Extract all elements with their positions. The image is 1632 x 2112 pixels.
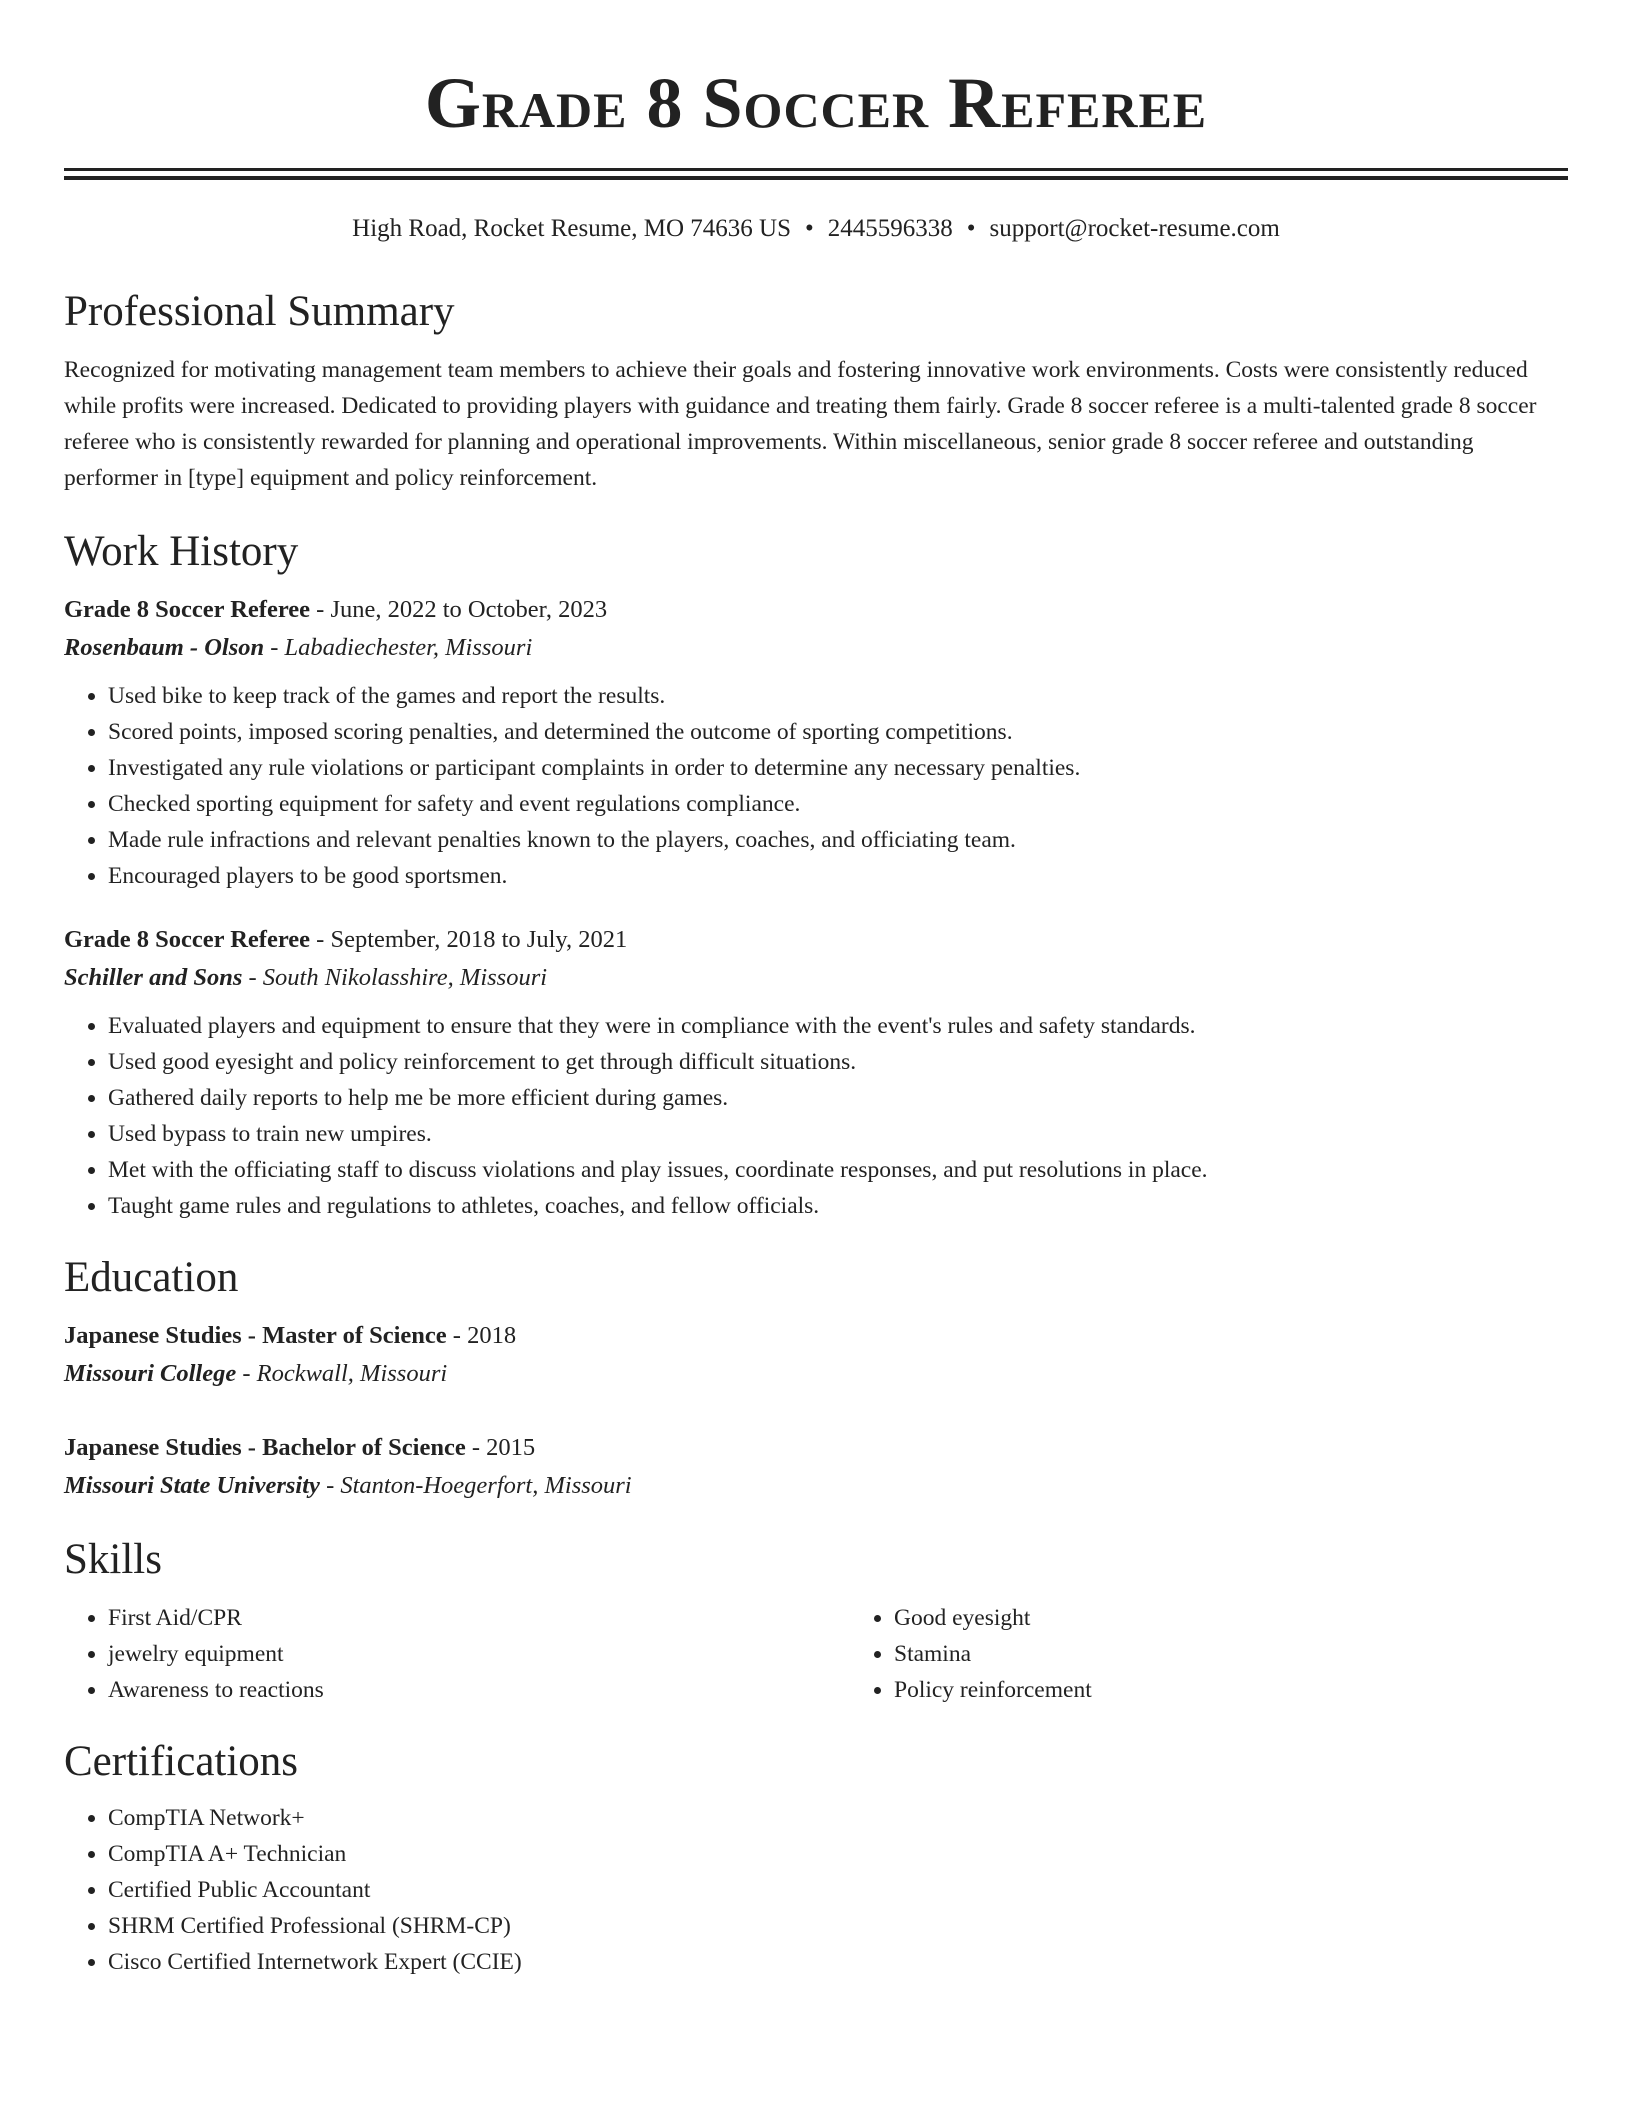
summary-heading: Professional Summary: [64, 288, 455, 335]
job-title: Grade 8 Soccer Referee: [64, 596, 311, 623]
job-entry: [64, 922, 1568, 1224]
job-title: Grade 8 Soccer Referee: [64, 926, 311, 953]
job-employer: [64, 628, 1568, 668]
job-header: [64, 592, 1568, 628]
skills-list-right: [850, 1600, 1092, 1708]
job-dates: - June, 2022 to October, 2023: [310, 596, 608, 623]
education-degree-line: [64, 1318, 1568, 1354]
skills-list-left: [64, 1600, 850, 1708]
contact-separator: •: [805, 215, 814, 242]
certifications-heading: Certifications: [64, 1738, 299, 1785]
education-year: - 2018: [446, 1322, 517, 1349]
job-duty: • Taught game rules and regulations to athletes, coaches, and fellow officials.: [108, 1188, 1568, 1224]
job-company: Schiller and Sons: [64, 964, 243, 991]
job-location: - Labadiechester, Missouri: [264, 634, 533, 661]
certification-item: • CompTIA A+ Technician: [108, 1836, 1568, 1872]
contact-phone: 2445596338: [827, 215, 953, 242]
job-company: Rosenbaum - Olson: [64, 634, 265, 661]
skill-item: • jewelry equipment: [108, 1636, 850, 1672]
certification-item: • Certified Public Accountant: [108, 1872, 1568, 1908]
job-duty: • Encouraged players to be good sportsmen.: [108, 858, 1568, 894]
header-divider-top: [64, 168, 1568, 171]
education-location: - Stanton-Hoegerfort, Missouri: [319, 1472, 632, 1499]
education-entry: [64, 1430, 1568, 1506]
education-heading: Education: [64, 1254, 239, 1301]
job-duty: • Investigated any rule violations or participant complaints in order to determine any necessary penalties.: [108, 750, 1568, 786]
job-location: - South Nikolasshire, Missouri: [242, 964, 548, 991]
resume-name: Grade 8 Soccer Referee: [424, 63, 1208, 143]
job-duty: • Used good eyesight and policy reinforcement to get through difficult situations.: [108, 1044, 1568, 1080]
skill-item: • Stamina: [894, 1636, 1092, 1672]
job-duty: • Evaluated players and equipment to ensure that they were in compliance with the event's rules and safety standards.: [108, 1008, 1568, 1044]
job-duties-list: [64, 1008, 1568, 1224]
job-entry: [64, 592, 1568, 894]
job-duty: • Used bike to keep track of the games and report the results.: [108, 678, 1568, 714]
skill-item: • Policy reinforcement: [894, 1672, 1092, 1708]
education-school-line: [64, 1466, 1568, 1506]
education-school-line: [64, 1354, 1568, 1394]
job-duty: • Gathered daily reports to help me be more efficient during games.: [108, 1080, 1568, 1116]
certification-item: • CompTIA Network+: [108, 1800, 1568, 1836]
certification-item: • SHRM Certified Professional (SHRM-CP): [108, 1908, 1568, 1944]
certifications-list: [64, 1800, 1568, 1980]
certification-item: • Cisco Certified Internetwork Expert (CCIE): [108, 1944, 1568, 1980]
education-school: Missouri College: [64, 1360, 237, 1387]
job-employer: [64, 958, 1568, 998]
education-degree: Japanese Studies - Master of Science: [64, 1322, 447, 1349]
job-duty: • Met with the officiating staff to discuss violations and play issues, coordinate responses, and put resolutions in place.: [108, 1152, 1568, 1188]
contact-separator: •: [966, 215, 976, 242]
job-duty: • Scored points, imposed scoring penalties, and determined the outcome of sporting competitions.: [108, 714, 1568, 750]
skill-item: • Awareness to reactions: [108, 1672, 850, 1708]
skills-heading: Skills: [64, 1536, 162, 1583]
education-degree: Japanese Studies - Bachelor of Science: [64, 1434, 466, 1461]
skill-item: • First Aid/CPR: [108, 1600, 850, 1636]
header-divider-bottom: [64, 176, 1568, 180]
job-duty: • Checked sporting equipment for safety and event regulations compliance.: [108, 786, 1568, 822]
contact-email: support@rocket-resume.com: [989, 215, 1280, 242]
job-duty: • Used bypass to train new umpires.: [108, 1116, 1568, 1152]
contact-address: High Road, Rocket Resume, MO 74636 US: [352, 215, 792, 242]
work-history-heading: Work History: [64, 528, 299, 575]
education-degree-line: [64, 1430, 1568, 1466]
education-year: - 2015: [465, 1434, 536, 1461]
job-header: [64, 922, 1568, 958]
education-location: - Rockwall, Missouri: [236, 1360, 448, 1387]
job-duties-list: [64, 678, 1568, 894]
contact-line: [64, 212, 1568, 246]
education-school: Missouri State University: [64, 1472, 320, 1499]
job-duty: • Made rule infractions and relevant penalties known to the players, coaches, and officiating team.: [108, 822, 1568, 858]
skill-item: • Good eyesight: [894, 1600, 1092, 1636]
education-entry: [64, 1318, 1568, 1394]
skills-columns: [64, 1600, 1568, 1708]
job-dates: - September, 2018 to July, 2021: [310, 926, 628, 953]
summary-text: Recognized for motivating management team members to achieve their goals and fostering innovative work environments. Costs were consistently reduced while profits were increased. Dedicated to providing players with guidance and treating them fairly. Grade 8 soccer referee is a multi-talented grade 8 soccer referee who is consistently rewarded for planning and operational improvements. Within miscellaneous, senior grade 8 soccer referee and outstanding performer in [type] equipment and policy reinforcement.: [64, 357, 1537, 491]
